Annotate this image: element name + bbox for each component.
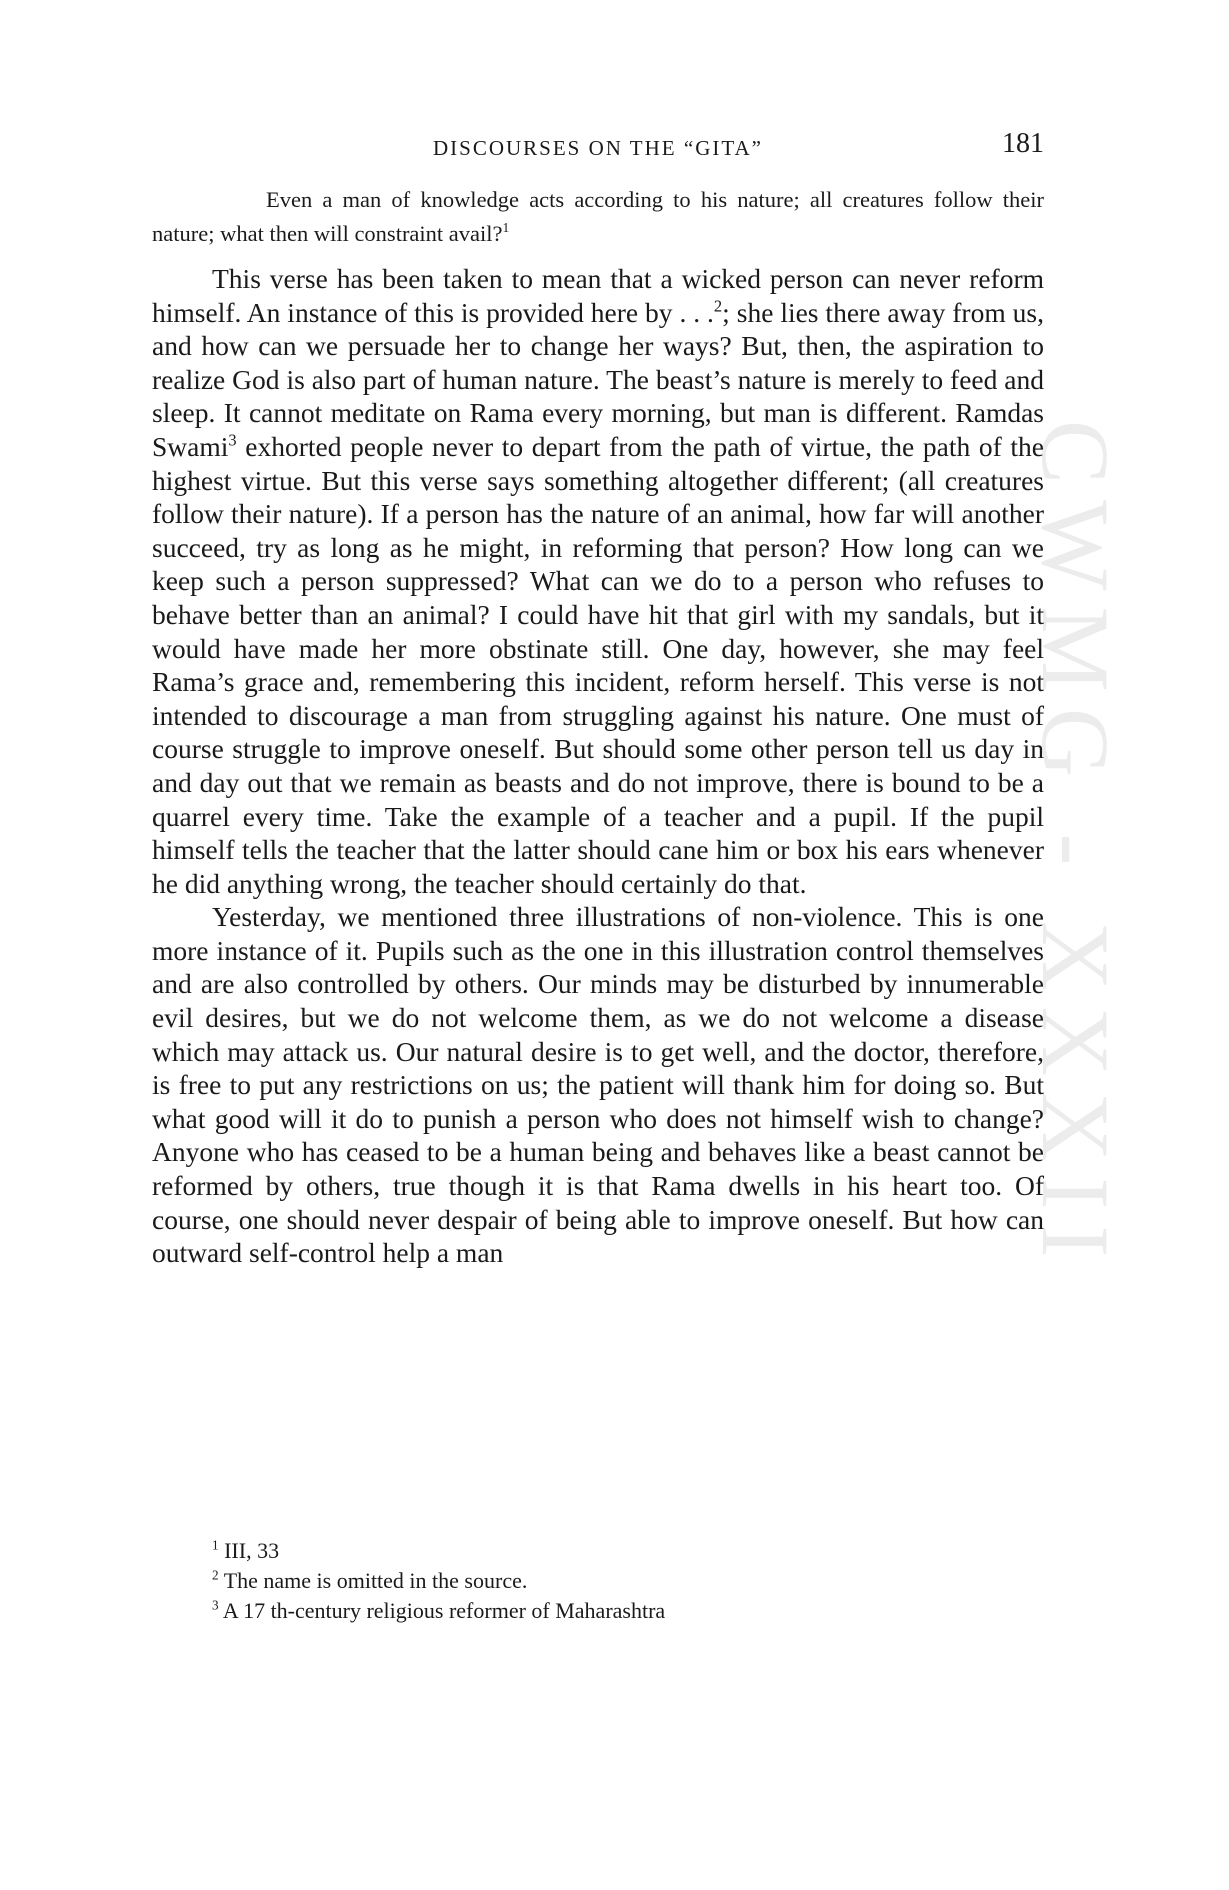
paragraph-1-part-2: ; she lies there away from us, and how can we persuade her to change her ways? But, then, the aspiration to realize God is also part of human nature. The beast’s nature is merely to feed and sleep. It cannot meditate on Rama every morning, but man is different. Ramdas Swami (152, 296, 1044, 462)
footnote-text: III, 33 (224, 1538, 280, 1563)
footnote-number: 2 (212, 1567, 219, 1583)
footnote-ref-3: 3 (228, 430, 237, 450)
verse-text: Even a man of knowledge acts according to his nature; all creatures follow their nature; what then will constraint avail? (152, 187, 1044, 246)
paragraph-2: Yesterday, we mentioned three illustrations of non-violence. This is one more instance of it. Pupils such as the one in this illustration control themselves and are also controlled by others. Our minds may be disturbed by innumerable evil desires, but we do not welcome them, as we do not welcome a disease which may attack us. Our natural desire is to get well, and the doctor, therefore, is free to put any restrictions on us; the patient will thank him for doing so. But what good will it do to punish a person who does not himself wish to change? Anyone who has ceased to be a human being and behaves like a beast cannot be reformed by others, true though it is that Rama dwells in his heart too. Of course, one should never despair of being able to improve oneself. But how can outward self-control help a man (152, 901, 1044, 1269)
running-head: DISCOURSES ON THE “GITA” (432, 136, 763, 160)
watermark-text: CWMG - XXXII (1022, 420, 1129, 1274)
footnote-ref-1: 1 (502, 220, 510, 236)
footnote-number: 3 (212, 1597, 219, 1613)
verse-quotation (152, 183, 1044, 251)
paragraph-1-part-3: exhorted people never to depart from the path of virtue, the path of the highest virtue. But this verse says something altogether different; (all creatures follow their nature). If a person has the nature of an animal, how far will another succeed, try as long as he might, in reforming that person? How long can we keep such a person suppressed? What can we do to a person who refuses to behave better than an animal? I could have hit that girl with my sandals, but it would have made her more obstinate still. One day, however, she may feel Rama’s grace and, remembering this incident, reform herself. This verse is not intended to discourage a man from struggling against his nature. One must of course struggle to improve oneself. But should some other person tell us day in and day out that we remain as beasts and do not improve, there is bound to be a quarrel every time. Take the example of a teacher and a pupil. If the pupil himself tells the teacher that the latter should cane him or box his ears whenever he did anything wrong, the teacher should certainly do that. (152, 430, 1044, 899)
footnotes (212, 1536, 1012, 1626)
footnote-number: 1 (212, 1537, 219, 1553)
footnote-text: A 17 th-century religious reformer of Maharashtra (222, 1598, 666, 1623)
paragraph-1 (152, 262, 1044, 900)
page-number: 181 (1002, 128, 1044, 159)
footnote-2 (212, 1566, 1012, 1596)
footnote-ref-2: 2 (713, 295, 723, 315)
footnote-1 (212, 1536, 1012, 1566)
footnote-3 (212, 1596, 1012, 1626)
footnote-text: The name is omitted in the source. (223, 1568, 528, 1593)
page-header (152, 128, 1044, 168)
paragraph-1-part-1: This verse has been taken to mean that a wicked person can never reform himself. An instance of this is provided here by . . . (152, 263, 1044, 328)
body-text (152, 262, 1044, 1270)
